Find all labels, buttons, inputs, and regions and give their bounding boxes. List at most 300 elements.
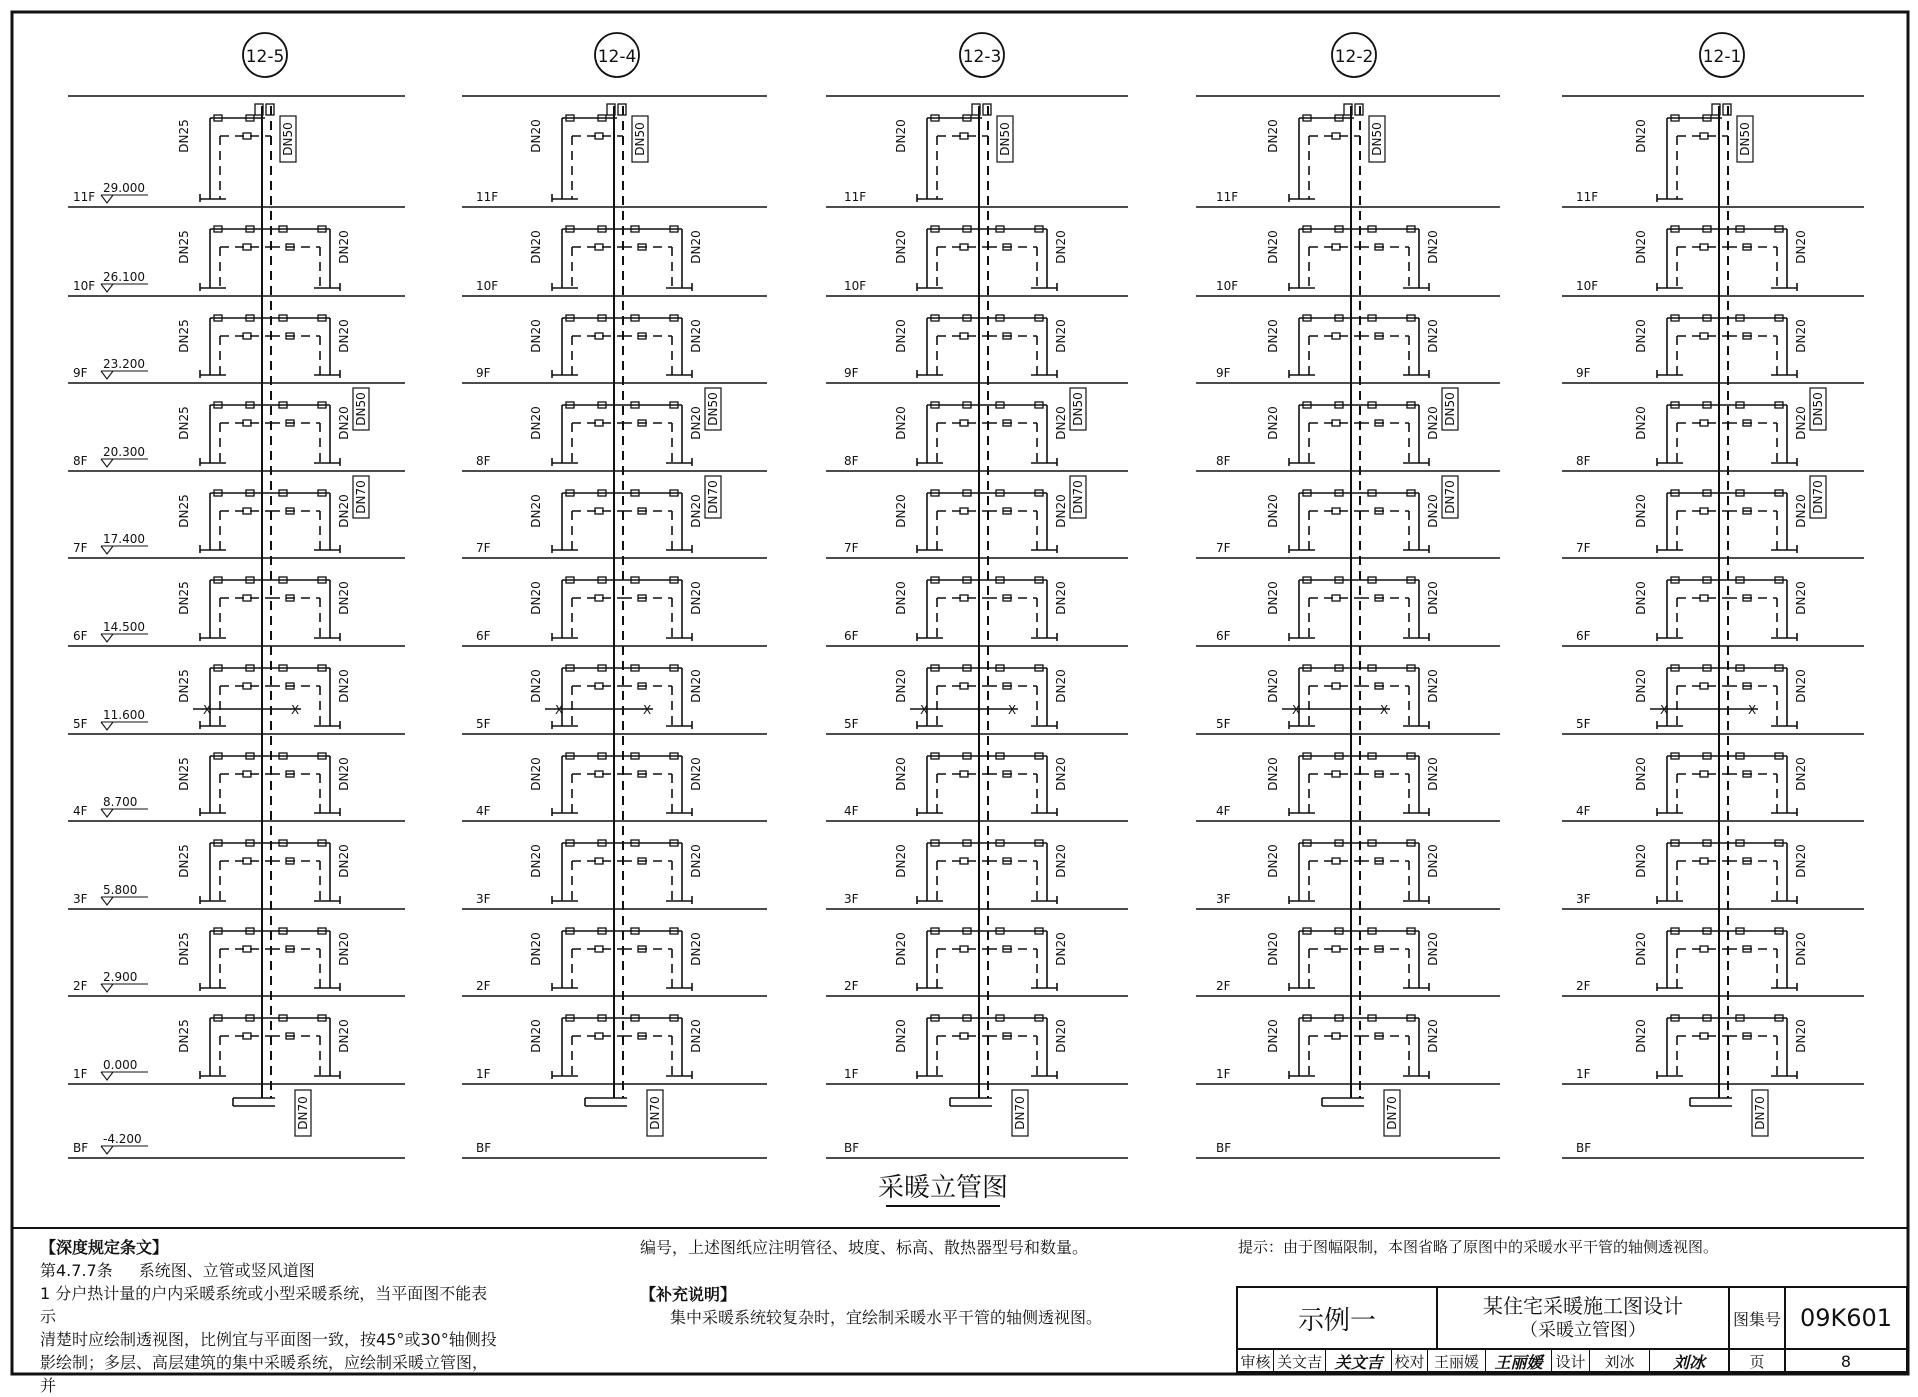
dn-label-right: DN20: [1426, 844, 1440, 878]
floor-label: BF: [1576, 1141, 1592, 1155]
floor-label: 8F: [476, 454, 491, 468]
dn-label-left: DN20: [894, 581, 908, 615]
riser-number-label: 12-5: [245, 47, 285, 67]
dn-label-right: DN20: [337, 1019, 351, 1053]
balancing-valve-icon: [960, 508, 968, 514]
clause-line: [40, 1259, 500, 1282]
floor-label: 7F: [476, 541, 491, 555]
dn-label-bottom: DN70: [1753, 1096, 1767, 1130]
dn-label-right: DN20: [689, 669, 703, 703]
dn-label-top: DN50: [1738, 122, 1752, 156]
balancing-valve-icon: [1700, 595, 1708, 601]
dn-label-left: DN20: [1266, 319, 1280, 353]
balancing-valve-icon: [960, 244, 968, 250]
dn-label-right: DN20: [1426, 581, 1440, 615]
tb-designer-signature: 刘冰: [1650, 1350, 1730, 1373]
dn-label-left: DN20: [894, 406, 908, 440]
balancing-valve-icon: [960, 683, 968, 689]
dn-label-left: DN20: [529, 844, 543, 878]
balancing-valve-icon: [1700, 683, 1708, 689]
fixed-support-mark: X: [291, 703, 300, 717]
dn-label-left: DN25: [177, 1019, 191, 1053]
dn-label-right: DN20: [1794, 581, 1808, 615]
dn-label-right: DN20: [689, 844, 703, 878]
notes-body-2: 清楚时应绘制透视图，比例宜与平面图一致，按45°或30°轴侧投: [40, 1330, 497, 1349]
floor-label: 6F: [1216, 629, 1231, 643]
title-block: [1236, 1286, 1908, 1373]
elevation-triangle-icon: [101, 809, 113, 817]
floor-label: 1F: [476, 1067, 491, 1081]
balancing-valve-icon: [960, 858, 968, 864]
fixed-support-mark: X: [920, 703, 929, 717]
dn-label-right: DN20: [1794, 230, 1808, 264]
notes-body-1: 1 分户热计量的户内采暖系统或小型采暖系统，当平面图不能表示: [40, 1284, 488, 1326]
dn-label-left: DN25: [177, 932, 191, 966]
floor-label: 11F: [844, 190, 867, 204]
dn-label-left: DN25: [177, 669, 191, 703]
dn-label-left: DN25: [177, 406, 191, 440]
balancing-valve-icon: [595, 858, 603, 864]
dn-label-left: DN20: [894, 1019, 908, 1053]
dn-label-left: DN20: [1634, 844, 1648, 878]
elevation-triangle-icon: [101, 897, 113, 905]
dn-label-left: DN25: [177, 494, 191, 528]
floor-label: 4F: [73, 804, 88, 818]
dn-label-left: DN20: [894, 230, 908, 264]
tb-page-no: 8: [1840, 1352, 1852, 1371]
dn-label-left: DN20: [1266, 494, 1280, 528]
balancing-valve-icon: [243, 244, 251, 250]
dn-label-right: DN20: [1794, 669, 1808, 703]
balancing-valve-icon: [1700, 420, 1708, 426]
balancing-valve-icon: [1332, 683, 1340, 689]
dn-label-extra: DN70: [1811, 480, 1825, 514]
balancing-valve-icon: [1332, 333, 1340, 339]
balancing-valve-icon: [243, 420, 251, 426]
floor-label: 11F: [1576, 190, 1599, 204]
elevation-label: -4.200: [103, 1132, 142, 1146]
balancing-valve-icon: [595, 1033, 603, 1039]
elevation-label: 5.800: [103, 883, 138, 897]
dn-label-right: DN20: [1054, 494, 1068, 528]
dn-label-bottom: DN70: [1385, 1096, 1399, 1130]
floor-label: BF: [1216, 1141, 1232, 1155]
dn-label-left: DN20: [529, 1019, 543, 1053]
balancing-valve-icon: [960, 420, 968, 426]
floor-label: 5F: [1576, 717, 1591, 731]
floor-label: 6F: [1576, 629, 1591, 643]
fixed-support-mark: X: [1380, 703, 1389, 717]
elevation-triangle-icon: [101, 634, 113, 642]
balancing-valve-icon: [595, 595, 603, 601]
dn-label-right: DN20: [1426, 319, 1440, 353]
floor-label: 9F: [476, 366, 491, 380]
floor-label: 8F: [1216, 454, 1231, 468]
dn-label-left: DN20: [1266, 1019, 1280, 1053]
elevation-triangle-icon: [101, 1146, 113, 1154]
balancing-valve-icon: [595, 683, 603, 689]
dn-label-extra: DN70: [1443, 480, 1457, 514]
tb-project-subtitle: （采暖立管图）: [1520, 1320, 1646, 1341]
balancing-valve-icon: [1700, 1033, 1708, 1039]
dn-label-right: DN20: [337, 494, 351, 528]
balancing-valve-icon: [595, 133, 603, 139]
balancing-valve-icon: [243, 858, 251, 864]
tb-designer: 刘冰: [1590, 1350, 1650, 1373]
tb-atlas-label: 图集号: [1730, 1288, 1786, 1348]
elevation-label: 0.000: [103, 1058, 138, 1072]
dn-label-right: DN20: [1054, 932, 1068, 966]
dn-label-right: DN20: [337, 669, 351, 703]
dn-label-right: DN20: [1054, 669, 1068, 703]
floor-label: 2F: [73, 979, 88, 993]
tb-project: [1438, 1288, 1730, 1348]
balancing-valve-icon: [1700, 771, 1708, 777]
riser-number-label: 12-1: [1702, 47, 1742, 67]
dn-label-right: DN20: [1054, 230, 1068, 264]
elevation-label: 23.200: [103, 357, 145, 371]
dn-label-left: DN20: [529, 581, 543, 615]
floor-label: 10F: [476, 279, 499, 293]
floor-label: 8F: [1576, 454, 1591, 468]
dn-label-right: DN20: [1054, 844, 1068, 878]
dn-label-left: DN20: [1634, 494, 1648, 528]
dn-label-left: DN20: [1266, 230, 1280, 264]
supplement-heading: 【补充说明】: [640, 1285, 737, 1304]
riser-diagram: [68, 33, 1864, 1158]
dn-label-left: DN20: [529, 757, 543, 791]
floor-label: BF: [476, 1141, 492, 1155]
dn-label-right: DN20: [1426, 669, 1440, 703]
dn-label-right: DN20: [689, 406, 703, 440]
dn-label-right: DN20: [1794, 406, 1808, 440]
balancing-valve-icon: [243, 946, 251, 952]
dn-label-left: DN25: [177, 581, 191, 615]
clause-title: 系统图、立管或竖风道图: [138, 1261, 315, 1280]
dn-label-right: DN20: [337, 406, 351, 440]
dn-label-left: DN20: [1266, 844, 1280, 878]
tb-page-label: 页: [1730, 1350, 1786, 1373]
balancing-valve-icon: [1332, 946, 1340, 952]
tb-reviewer-signature: 关文吉: [1326, 1350, 1392, 1373]
tb-check-label: 校对: [1392, 1350, 1428, 1373]
balancing-valve-icon: [243, 333, 251, 339]
balancing-valve-icon: [960, 595, 968, 601]
balancing-valve-icon: [960, 771, 968, 777]
balancing-valve-icon: [243, 683, 251, 689]
tb-design-label: 设计: [1552, 1350, 1590, 1373]
dn-label-extra: DN50: [354, 392, 368, 426]
dn-label-left: DN20: [1634, 581, 1648, 615]
dn-label-bottom: DN70: [296, 1096, 310, 1130]
dn-label-right: DN20: [1426, 230, 1440, 264]
dn-label-left: DN20: [1634, 669, 1648, 703]
dn-label-right: DN20: [337, 932, 351, 966]
balancing-valve-icon: [1700, 133, 1708, 139]
balancing-valve-icon: [1700, 858, 1708, 864]
floor-label: 5F: [844, 717, 859, 731]
elevation-label: 2.900: [103, 970, 138, 984]
dn-label-right: DN20: [1794, 319, 1808, 353]
dn-label-left: DN20: [1266, 581, 1280, 615]
floor-label: 5F: [1216, 717, 1231, 731]
riser-number-label: 12-3: [962, 47, 1002, 67]
balancing-valve-icon: [960, 333, 968, 339]
notes-continuation: 编号，上述图纸应注明管径、坡度、标高、散热器型号和数量。: [640, 1238, 1089, 1257]
floor-label: 3F: [1216, 892, 1231, 906]
floor-label: 2F: [1576, 979, 1591, 993]
balancing-valve-icon: [595, 946, 603, 952]
elevation-triangle-icon: [101, 546, 113, 554]
dn-label-right: DN20: [1426, 757, 1440, 791]
notes-heading: 【深度规定条文】: [40, 1238, 169, 1257]
dn-label-right: DN20: [689, 230, 703, 264]
dn-label-extra: DN70: [354, 480, 368, 514]
dn-label-left: DN20: [1266, 406, 1280, 440]
fixed-support-mark: X: [1748, 703, 1757, 717]
balancing-valve-icon: [960, 1033, 968, 1039]
balancing-valve-icon: [1700, 244, 1708, 250]
balancing-valve-icon: [243, 1033, 251, 1039]
floor-label: 10F: [1576, 279, 1599, 293]
dn-label-left: DN20: [1634, 319, 1648, 353]
floor-label: 3F: [73, 892, 88, 906]
dn-label-left: DN25: [177, 319, 191, 353]
dn-label-left: DN20: [1634, 932, 1648, 966]
fixed-support-mark: X: [555, 703, 564, 717]
balancing-valve-icon: [1332, 595, 1340, 601]
dn-label-left: DN20: [1266, 669, 1280, 703]
floor-label: 7F: [73, 541, 88, 555]
dn-label-extra: DN70: [706, 480, 720, 514]
floor-label: 2F: [844, 979, 859, 993]
dn-label-right: DN20: [689, 319, 703, 353]
dn-label-right: DN20: [1054, 757, 1068, 791]
dn-label-left: DN20: [1266, 932, 1280, 966]
floor-label: 4F: [844, 804, 859, 818]
floor-label: 11F: [476, 190, 499, 204]
floor-label: 7F: [1576, 541, 1591, 555]
tb-reviewer: 关文吉: [1274, 1350, 1326, 1373]
floor-label: 9F: [844, 366, 859, 380]
elevation-label: 29.000: [103, 181, 145, 195]
floor-label: 8F: [844, 454, 859, 468]
notes-middle: [640, 1236, 1200, 1329]
balancing-valve-icon: [243, 508, 251, 514]
dn-label-right: DN20: [1054, 319, 1068, 353]
dn-label-left: DN20: [894, 932, 908, 966]
dn-label-left: DN20: [894, 669, 908, 703]
tb-checker: 王丽媛: [1428, 1350, 1486, 1373]
tb-checker-signature: 王丽媛: [1486, 1350, 1552, 1373]
dn-label-right: DN20: [1426, 1019, 1440, 1053]
dn-label-left: DN20: [894, 757, 908, 791]
dn-label-left: DN20: [529, 319, 543, 353]
dn-label-right: DN20: [1794, 757, 1808, 791]
floor-label: 4F: [1216, 804, 1231, 818]
dn-label-extra: DN50: [1811, 392, 1825, 426]
balancing-valve-icon: [1332, 420, 1340, 426]
dn-label-left: DN20: [1266, 757, 1280, 791]
balancing-valve-icon: [1332, 858, 1340, 864]
floor-label: 10F: [844, 279, 867, 293]
balancing-valve-icon: [960, 946, 968, 952]
dn-label-extra: DN70: [1071, 480, 1085, 514]
floor-label: 1F: [1576, 1067, 1591, 1081]
supplement-text: 集中采暖系统较复杂时，宜绘制采暖水平干管的轴侧透视图。: [670, 1308, 1103, 1327]
floor-label: 10F: [1216, 279, 1239, 293]
dn-label-top: DN50: [281, 122, 295, 156]
floor-label: 5F: [73, 717, 88, 731]
notes-left: [40, 1236, 500, 1397]
dn-label-left: DN20: [1634, 230, 1648, 264]
dn-label-right: DN20: [337, 319, 351, 353]
balancing-valve-icon: [595, 771, 603, 777]
hint-text: 提示：由于图幅限制，本图省略了原图中的采暖水平干管的轴侧透视图。: [1238, 1238, 1719, 1256]
dn-label-top: DN50: [633, 122, 647, 156]
balancing-valve-icon: [595, 420, 603, 426]
dn-label-left: DN20: [529, 494, 543, 528]
floor-label: 11F: [73, 190, 96, 204]
floor-label: 9F: [1216, 366, 1231, 380]
floor-label: BF: [73, 1141, 89, 1155]
dn-label-right: DN20: [689, 494, 703, 528]
elevation-triangle-icon: [101, 284, 113, 292]
dn-label-left: DN20: [529, 669, 543, 703]
dn-label-left: DN20: [529, 119, 543, 153]
elevation-label: 14.500: [103, 620, 145, 634]
floor-label: 3F: [476, 892, 491, 906]
dn-label-left: DN20: [894, 319, 908, 353]
dn-label-left: DN20: [894, 844, 908, 878]
dn-label-left: DN20: [529, 230, 543, 264]
dn-label-right: DN20: [689, 581, 703, 615]
tb-example: 示例一: [1238, 1288, 1438, 1348]
dn-label-top: DN50: [998, 122, 1012, 156]
floor-label: 11F: [1216, 190, 1239, 204]
fixed-support-mark: X: [1008, 703, 1017, 717]
balancing-valve-icon: [1332, 133, 1340, 139]
balancing-valve-icon: [595, 508, 603, 514]
riser-number-label: 12-4: [597, 47, 637, 67]
dn-label-right: DN20: [1054, 1019, 1068, 1053]
dn-label-right: DN20: [1794, 1019, 1808, 1053]
balancing-valve-icon: [1700, 946, 1708, 952]
clause-number: 第4.7.7条: [40, 1261, 113, 1280]
fixed-support-mark: X: [1660, 703, 1669, 717]
dn-label-right: DN20: [337, 230, 351, 264]
floor-label: 3F: [1576, 892, 1591, 906]
dn-label-left: DN25: [177, 757, 191, 791]
dn-label-left: DN20: [1634, 1019, 1648, 1053]
elevation-label: 8.700: [103, 795, 138, 809]
floor-label: 1F: [844, 1067, 859, 1081]
tb-project-title: 某住宅采暖施工图设计: [1483, 1294, 1683, 1318]
dn-label-extra: DN50: [1443, 392, 1457, 426]
drawing-title: 采暖立管图: [877, 1173, 1009, 1203]
dn-label-right: DN20: [337, 581, 351, 615]
balancing-valve-icon: [243, 133, 251, 139]
dn-label-right: DN20: [689, 1019, 703, 1053]
elevation-label: 26.100: [103, 270, 145, 284]
floor-label: 9F: [1576, 366, 1591, 380]
dn-label-bottom: DN70: [1013, 1096, 1027, 1130]
fixed-support-mark: X: [1292, 703, 1301, 717]
balancing-valve-icon: [1700, 333, 1708, 339]
elevation-triangle-icon: [101, 459, 113, 467]
outer-border: [12, 12, 1908, 1374]
dn-label-left: DN20: [1266, 119, 1280, 153]
floor-label: 1F: [1216, 1067, 1231, 1081]
dn-label-right: DN20: [1426, 494, 1440, 528]
balancing-valve-icon: [1332, 1033, 1340, 1039]
floor-label: 4F: [1576, 804, 1591, 818]
tb-atlas-no: 09K601: [1799, 1304, 1893, 1332]
dn-label-top: DN50: [1370, 122, 1384, 156]
tb-review-label: 审核: [1238, 1350, 1274, 1373]
dn-label-right: DN20: [689, 757, 703, 791]
dn-label-left: DN20: [1634, 757, 1648, 791]
balancing-valve-icon: [1332, 508, 1340, 514]
riser-number-label: 12-2: [1334, 47, 1374, 67]
floor-label: 10F: [73, 279, 96, 293]
elevation-triangle-icon: [101, 371, 113, 379]
dn-label-left: DN20: [1634, 119, 1648, 153]
balancing-valve-icon: [960, 133, 968, 139]
dn-label-left: DN25: [177, 119, 191, 153]
dn-label-right: DN20: [1794, 494, 1808, 528]
dn-label-bottom: DN70: [648, 1096, 662, 1130]
floor-label: 2F: [1216, 979, 1231, 993]
floor-label: 6F: [73, 629, 88, 643]
dn-label-left: DN25: [177, 230, 191, 264]
balancing-valve-icon: [1332, 244, 1340, 250]
floor-label: 2F: [476, 979, 491, 993]
elevation-label: 11.600: [103, 708, 145, 722]
dn-label-right: DN20: [1426, 932, 1440, 966]
floor-label: 5F: [476, 717, 491, 731]
dn-label-right: DN20: [1794, 844, 1808, 878]
balancing-valve-icon: [243, 771, 251, 777]
dn-label-right: DN20: [1054, 406, 1068, 440]
dn-label-extra: DN50: [706, 392, 720, 426]
dn-label-left: DN20: [894, 494, 908, 528]
floor-label: 9F: [73, 366, 88, 380]
dn-label-right: DN20: [1054, 581, 1068, 615]
dn-label-extra: DN50: [1071, 392, 1085, 426]
floor-label: 4F: [476, 804, 491, 818]
dn-label-right: DN20: [337, 757, 351, 791]
floor-label: 3F: [844, 892, 859, 906]
notes-body-3: 影绘制；多层、高层建筑的集中采暖系统，应绘制采暖立管图，并: [40, 1353, 489, 1395]
balancing-valve-icon: [1332, 771, 1340, 777]
dn-label-left: DN25: [177, 844, 191, 878]
floor-label: 8F: [73, 454, 88, 468]
elevation-label: 20.300: [103, 445, 145, 459]
dn-label-right: DN20: [1426, 406, 1440, 440]
fixed-support-mark: X: [203, 703, 212, 717]
floor-label: 1F: [73, 1067, 88, 1081]
balancing-valve-icon: [1700, 508, 1708, 514]
balancing-valve-icon: [595, 244, 603, 250]
dn-label-left: DN20: [1634, 406, 1648, 440]
dn-label-left: DN20: [529, 932, 543, 966]
floor-label: 7F: [844, 541, 859, 555]
floor-label: 6F: [476, 629, 491, 643]
floor-label: BF: [844, 1141, 860, 1155]
dn-label-right: DN20: [689, 932, 703, 966]
balancing-valve-icon: [243, 595, 251, 601]
